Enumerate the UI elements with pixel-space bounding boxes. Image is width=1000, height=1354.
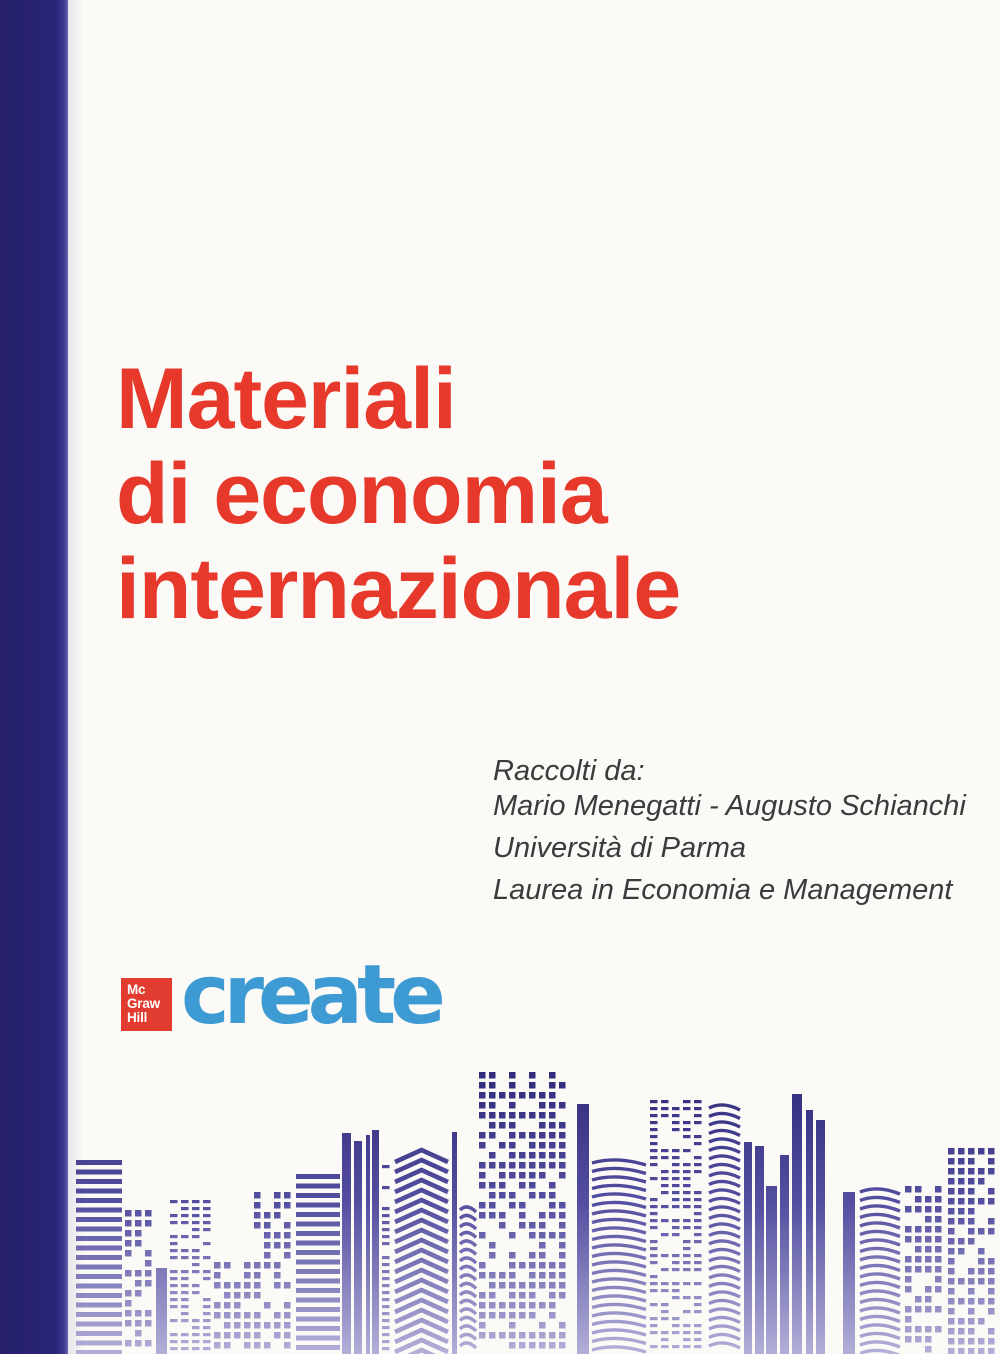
mgh-line-3: Hill	[127, 1010, 148, 1025]
book-title	[116, 352, 680, 637]
create-wordmark: create	[181, 948, 440, 1043]
title-line-1: Materiali	[116, 351, 456, 447]
title-line-2: di economia	[116, 446, 607, 542]
degree-program: Laurea in Economia e Management	[493, 874, 953, 906]
author-names: Mario Menegatti - Augusto Schianchi	[493, 790, 966, 822]
collected-by-label: Raccolti da:	[493, 755, 645, 787]
title-line-3: internazionale	[116, 541, 681, 637]
city-skyline-illustration	[0, 1054, 1000, 1354]
mgh-line-1: Mc	[127, 982, 146, 997]
mgh-line-2: Graw	[127, 996, 160, 1011]
mcgraw-hill-logo	[121, 978, 172, 1031]
authors-block	[493, 756, 966, 917]
university-name: Università di Parma	[493, 832, 747, 864]
